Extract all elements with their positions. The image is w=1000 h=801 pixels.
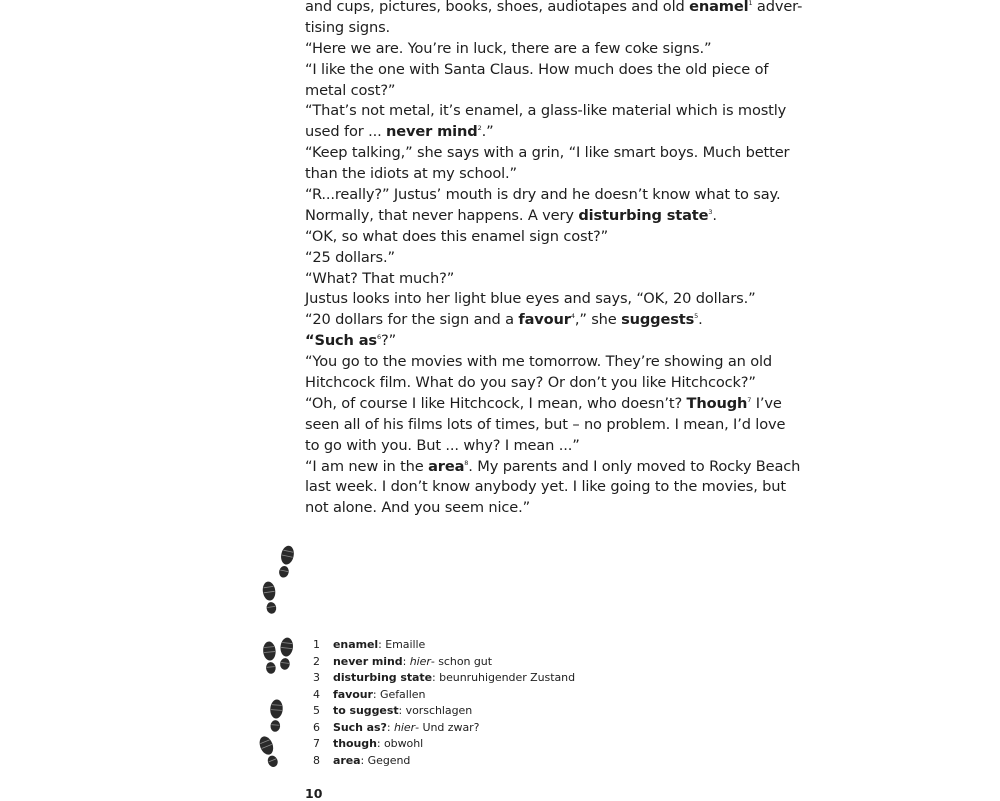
glossary-entry: 7 though: obwohl xyxy=(313,736,575,753)
story-line: to go with you. But ... why? I mean ...” xyxy=(305,436,580,454)
glossary-number: 4 xyxy=(313,687,320,701)
vocab-term: never mind xyxy=(386,123,478,141)
glossary-entry: 4 favour: Gefallen xyxy=(313,687,575,704)
story-line: “20 dollars for the sign and a favour$^4$,” she suggests$^5$. xyxy=(305,311,703,329)
vocabulary-glossary xyxy=(313,637,575,769)
footprint-icon xyxy=(267,698,285,733)
glossary-number: 8 xyxy=(313,753,320,767)
vocab-term: suggests xyxy=(621,311,695,329)
story-line: metal cost?” xyxy=(305,81,396,99)
story-line: used for ... never mind$^2$.” xyxy=(305,123,494,141)
footnote-marker: 2 xyxy=(477,124,482,133)
footnote-marker: 6 xyxy=(376,333,381,342)
glossary-hint: hier xyxy=(409,654,431,668)
story-line: Normally, that never happens. A very disturbing state$^3$. xyxy=(305,206,717,224)
glossary-term: to suggest xyxy=(333,704,399,717)
glossary-term: though xyxy=(333,737,377,750)
glossary-definition: Gefallen xyxy=(380,687,426,701)
glossary-term: Such as? xyxy=(333,720,387,734)
vocab-term: area xyxy=(428,457,465,475)
glossary-definition: Gegend xyxy=(367,753,411,767)
glossary-term: enamel xyxy=(333,638,379,651)
glossary-term: disturbing state xyxy=(333,671,433,684)
vocab-term: favour xyxy=(518,311,571,329)
story-line: not alone. And you seem nice.” xyxy=(305,499,530,517)
glossary-definition: hier- Und zwar? xyxy=(394,720,480,734)
glossary-term: area xyxy=(333,753,361,767)
story-line: “You go to the movies with me tomorrow. They’re showing an old xyxy=(305,353,772,371)
glossary-definition: hier- schon gut xyxy=(409,654,492,668)
glossary-entry: 8 area: Gegend xyxy=(313,753,575,770)
vocab-term: enamel xyxy=(689,0,749,15)
story-line: and cups, pictures, books, shoes, audiotapes and old enamel$^1$ adver- xyxy=(305,0,803,15)
story-line: “What? That much?” xyxy=(305,269,455,287)
vocab-term: disturbing state xyxy=(578,206,709,224)
story-line: seen all of his films lots of times, but – no problem. I mean, I’d love xyxy=(305,415,786,433)
glossary-hint: hier xyxy=(394,720,416,734)
footnote-marker: 5 xyxy=(694,312,699,321)
story-line: “That’s not metal, it’s enamel, a glass-like material which is mostly xyxy=(305,102,787,120)
glossary-number: 7 xyxy=(313,737,320,750)
story-line: tising signs. xyxy=(305,18,391,36)
glossary-definition: beunruhigender Zustand xyxy=(439,671,576,684)
story-line: “Here we are. You’re in luck, there are a few coke signs.” xyxy=(305,39,712,57)
page-number: 10 xyxy=(305,786,323,801)
footnote-marker: 7 xyxy=(747,395,752,404)
story-line: “R...really?” Justus’ mouth is dry and he doesn’t know what to say. xyxy=(305,186,781,204)
story-line: “Oh, of course I like Hitchcock, I mean, who doesn’t? Though$^7$ I’ve xyxy=(305,394,782,412)
glossary-number: 1 xyxy=(313,638,320,651)
glossary-number: 6 xyxy=(313,720,320,734)
vocab-term: Though xyxy=(686,394,748,412)
story-line: than the idiots at my school.” xyxy=(305,165,517,183)
glossary-number: 3 xyxy=(313,671,320,684)
glossary-number: 2 xyxy=(313,654,320,668)
story-line: “Such $as^6$?” xyxy=(305,332,396,350)
vocab-term: Such as xyxy=(314,332,377,350)
footprint-icon xyxy=(275,544,298,581)
footnote-marker: 3 xyxy=(708,207,713,216)
story-line: “I am new in the area$^8$. My parents and I only moved to Rocky Beach xyxy=(305,457,801,475)
footnote-marker: 4 xyxy=(570,312,575,321)
glossary-entry: 3 disturbing state: beunruhigender Zustand xyxy=(313,670,575,687)
glossary-entry: 6 Such as?: hier- Und zwar? xyxy=(313,720,575,737)
footnote-marker: 8 xyxy=(464,458,469,467)
story-line: “Keep talking,” she says with a grin, “I like smart boys. Much better xyxy=(305,144,790,162)
footprint-icon xyxy=(276,636,295,671)
glossary-term: never mind xyxy=(333,654,403,668)
glossary-term: favour xyxy=(333,687,373,701)
footnote-marker: 1 xyxy=(748,0,753,7)
glossary-definition: vorschlagen xyxy=(405,704,473,717)
glossary-definition: obwohl xyxy=(384,737,424,750)
story-text xyxy=(305,0,803,519)
glossary-definition: Emaille xyxy=(385,638,426,651)
footprint-icon xyxy=(260,580,281,616)
glossary-entry: 2 never mind: hier- schon gut xyxy=(313,654,575,671)
footprint-icon xyxy=(255,733,283,771)
story-line: Justus looks into her light blue eyes and says, “OK, 20 dollars.” xyxy=(305,290,756,308)
glossary-entry: 5 to suggest: vorschlagen xyxy=(313,703,575,720)
story-line: “OK, so what does this enamel sign cost?” xyxy=(305,227,609,245)
footprint-trail xyxy=(258,545,298,775)
story-line: last week. I don’t know anybody yet. I like going to the movies, but xyxy=(305,478,786,496)
story-line: “25 dollars.” xyxy=(305,248,395,266)
story-line: Hitchcock film. What do you say? Or don’t you like Hitchcock?” xyxy=(305,374,756,392)
glossary-entry: 1 enamel: Emaille xyxy=(313,637,575,654)
glossary-number: 5 xyxy=(313,704,320,717)
story-line: “I like the one with Santa Claus. How much does the old piece of xyxy=(305,60,769,78)
